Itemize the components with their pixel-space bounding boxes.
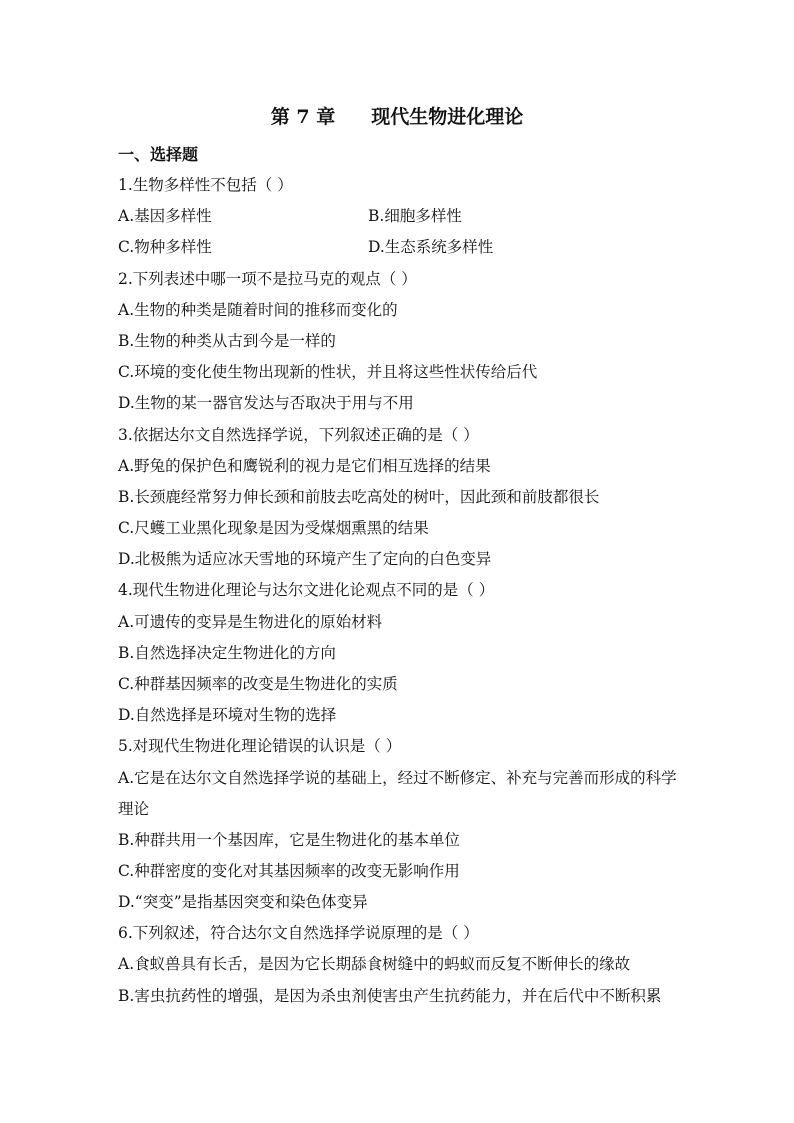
option: B.生物的种类从古到今是一样的 xyxy=(118,331,336,350)
option: D.北极熊为适应冰天雪地的环境产生了定向的白色变异 xyxy=(118,550,492,569)
question-stem: 1.生物多样性不包括（ ） xyxy=(118,176,293,194)
option: D.自然选择是环境对生物的选择 xyxy=(118,706,337,725)
option: A.它是在达尔文自然选择学说的基础上，经过不断修定、补充与完善而形成的科学理论 xyxy=(118,768,677,818)
option: C.种群基因频率的改变是生物进化的实质 xyxy=(118,675,398,693)
option: D.“突变”是指基因突变和染色体变异 xyxy=(118,892,368,911)
option: C.种群密度的变化对其基因频率的改变无影响作用 xyxy=(118,861,460,880)
option: D.生态系统多样性 xyxy=(368,238,494,257)
section-heading: 一、选择题 xyxy=(118,145,199,164)
question-stem: 5.对现代生物进化理论错误的认识是（ ） xyxy=(118,737,402,756)
option: B.害虫抗药性的增强，是因为杀虫剂使害虫产生抗药能力，并在后代中不断积累 xyxy=(118,986,662,1005)
option: A.基因多样性 xyxy=(118,207,212,226)
question-stem: 6.下列叙述，符合达尔文自然选择学说原理的是（ ） xyxy=(118,924,479,943)
option: C.环境的变化使生物出现新的性状，并且将这些性状传给后代 xyxy=(118,363,538,382)
question-stem: 3.依据达尔文自然选择学说，下列叙述正确的是（ ） xyxy=(118,425,479,444)
option: B.长颈鹿经常努力伸长颈和前肢去吃高处的树叶，因此颈和前肢都很长 xyxy=(118,487,600,506)
chapter-number: 第 7 章 xyxy=(270,106,336,128)
option: A.可遗传的变异是生物进化的原始材料 xyxy=(118,612,383,631)
option: C.尺蠖工业黑化现象是因为受煤烟熏黑的结果 xyxy=(118,519,429,538)
question-stem: 2.下列表述中哪一项不是拉马克的观点（ ） xyxy=(118,269,417,288)
option: D.生物的某一器官发达与否取决于用与不用 xyxy=(118,394,414,413)
option-row xyxy=(118,205,678,236)
option: A.野兔的保护色和鹰锐利的视力是它们相互选择的结果 xyxy=(118,456,491,475)
chapter-name: 现代生物进化理论 xyxy=(371,106,524,128)
option: B.自然选择决定生物进化的方向 xyxy=(118,643,336,662)
option: A.食蚁兽具有长舌，是因为它长期舔食树缝中的蚂蚁而反复不断伸长的缘故 xyxy=(118,955,631,974)
question-stem: 4.现代生物进化理论与达尔文进化论观点不同的是（ ） xyxy=(118,581,495,600)
option: B.种群共用一个基因库，它是生物进化的基本单位 xyxy=(118,830,460,849)
option: C.物种多样性 xyxy=(118,238,212,257)
option: A.生物的种类是随着时间的推移而变化的 xyxy=(118,300,398,319)
chapter-title xyxy=(0,104,794,130)
option-row xyxy=(118,236,678,267)
option: B.细胞多样性 xyxy=(368,207,462,226)
question-list xyxy=(118,174,678,1016)
